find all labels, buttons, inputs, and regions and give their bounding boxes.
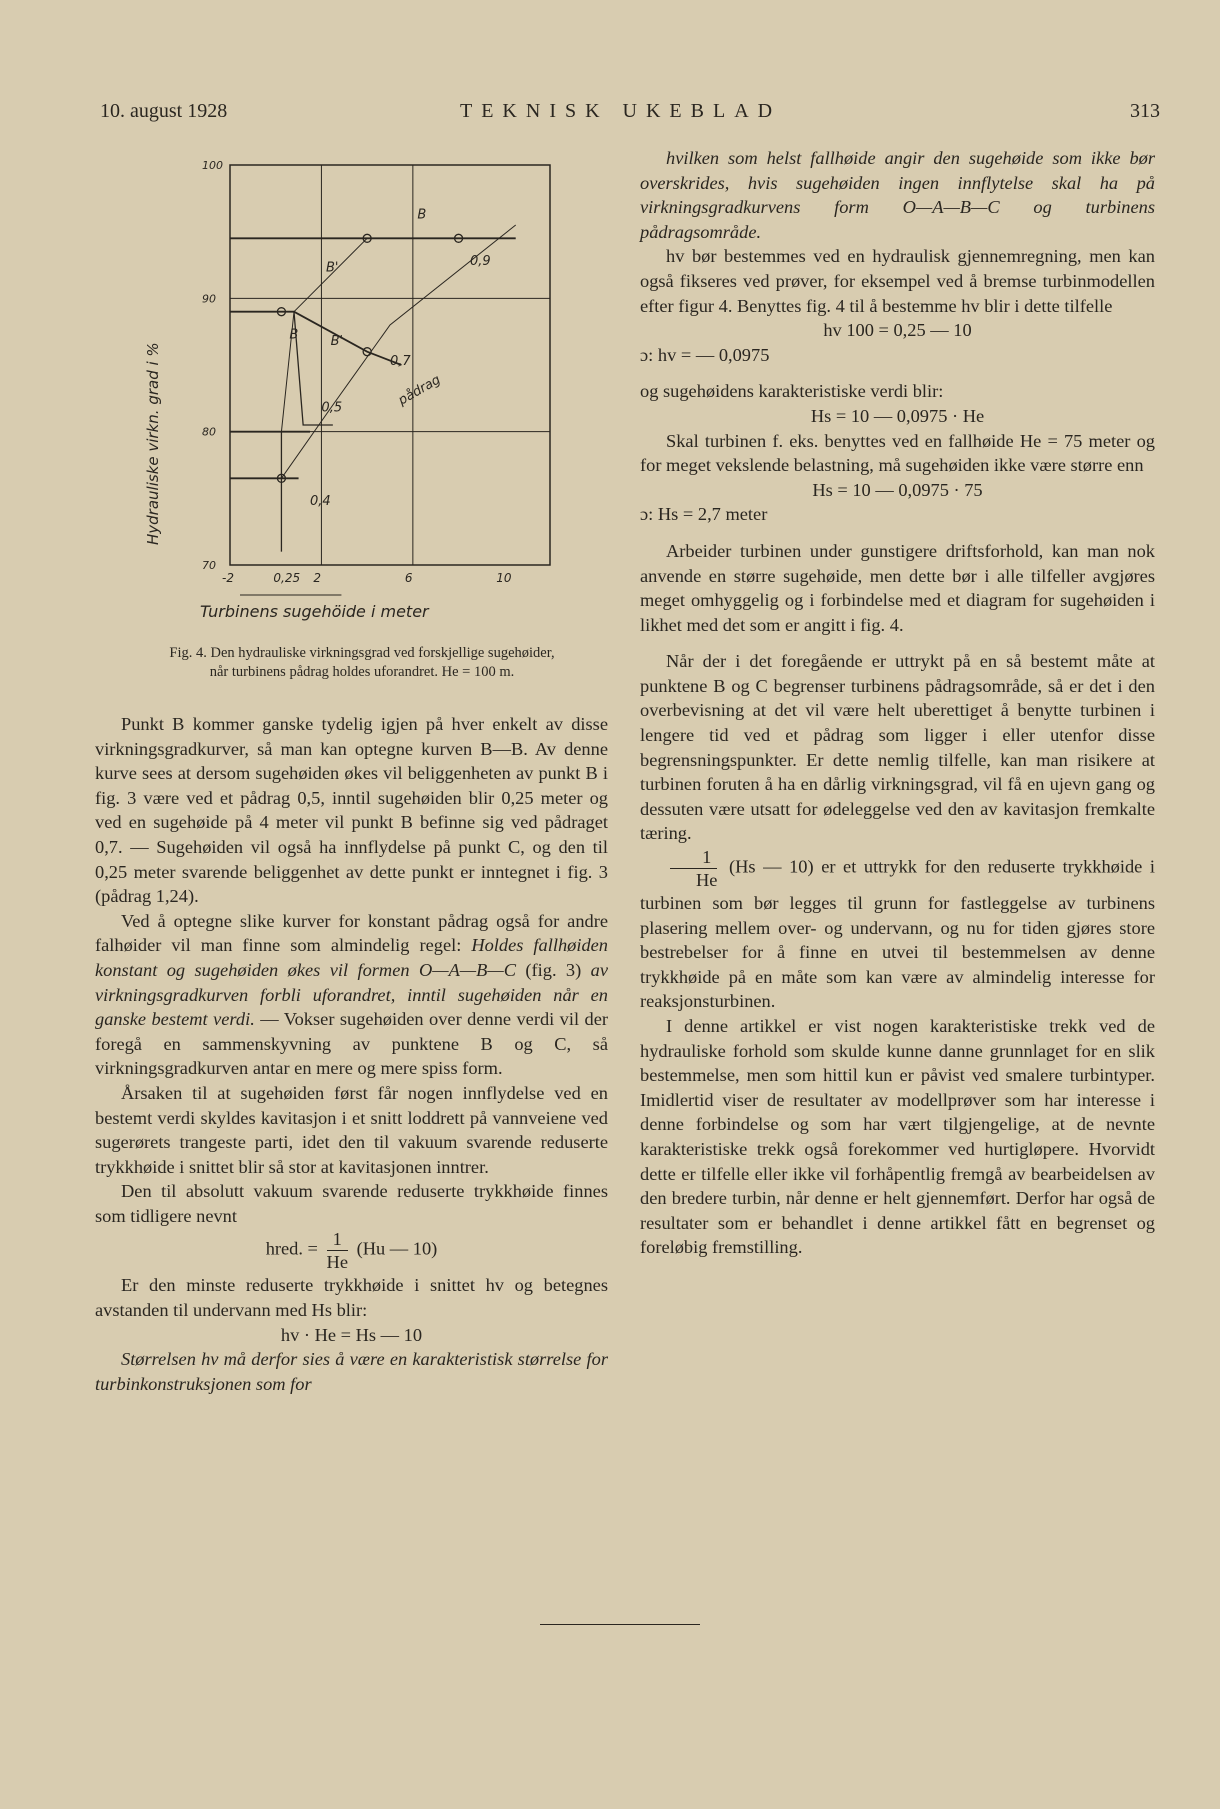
chart-labels [144,159,512,621]
figure-caption [112,644,612,682]
right-paragraph-5: Arbeider turbinen under gunstigere driftsforhold, kan man nok anvende en større sugehøide, men dette bør i alle tilfeller avgjøres meget omhyggelig og i forbindelse med et diagram for sugehøiden i likhet med det som er angitt i fig. 4. [640,540,1155,635]
equation-hs-general: Hs = 10 — 0,0975 · He [810,405,985,426]
right-paragraph-4: Skal turbinen f. eks. benyttes ved en fallhøide He = 75 meter og for meget vekslende belastning, må sugehøiden ikke være større enn [640,430,1155,476]
header-journal: TEKNISK UKEBLAD [460,100,782,122]
page-header [100,100,1160,130]
equation-h-red: hred. = $\frac{1}{He}$ (Hu — 10) [265,1229,438,1273]
x-tick-label: 6 [404,571,413,585]
point-label: B [289,327,299,343]
caption-line-2: når turbinens pådrag holdes uforandret. He = 100 m. [209,664,515,680]
left-paragraph-3: Årsaken til at sugehøiden først får nogen innflydelse ved en bestemt verdi skyldes kavitasjon i et snitt loddrett på vannveiene ved sugerørets trangeste parti, idet den til vakuum svarende reduserte trykkhøide i snittet blir så stor at kavitasjonen inntrer. [95,1082,608,1177]
y-tick-label: 90 [202,292,216,306]
left-paragraph-5: Er den minste reduserte trykkhøide i snittet hv og betegnes avstanden til undervann med Hs blir: [95,1275,608,1321]
chart-svg [130,150,610,630]
x-axis-label: Turbinens sugehöide i meter [200,602,429,621]
header-page-number: 313 [1130,100,1160,122]
y-tick-label: 80 [202,425,216,439]
right-paragraph-6: Når der i det foregående er uttrykt på en så bestemt måte at punktene B og C begrenser turbinens pådragsområde, så er det i den overbevisning at det vil være helt uberettiget å benytte turbinen i lengere tid ved et pådrag som ligger i eller utenfor disse begrensningspunkter. Er dette nemlig tilfelle, kan man risikere at turbinen foruten å ha en dårlig virkningsgrad, vil få en ujevn gang og dessuten være utsatt for ødeleggelse ved den av kavitasjon fremkalte tæring. [640,651,1155,844]
equation-hv-he: hv · He = Hs — 10 [280,1324,423,1345]
right-paragraph-2: hv bør bestemmes ved en hydraulisk gjennemregning, men kan også fikseres ved prøver, for eksempel ved å bremse turbinmodellen efter figur 4. Benyttes fig. 4 til å bestemme hv blir i dette tilfelle [640,246,1155,316]
caption-line-1: Fig. 4. Den hydrauliske virkningsgrad ved forskjellige sugehøider, [169,645,555,661]
point-label: B [417,207,427,223]
y-tick-label: 100 [202,159,223,172]
left-paragraph-6: Størrelsen hv må derfor sies å være en karakteristisk størrelse for turbinkonstruksjonen som for [95,1349,608,1394]
left-column [95,712,608,1396]
point-label: B' [330,334,344,349]
equation-hs-75: Hs = 10 — 0,0975 · 75 [812,479,983,500]
x-tick-label: 0,25 [273,571,301,585]
right-paragraph-3: og sugehøidens karakteristiske verdi blir: [640,381,944,402]
right-paragraph-1: hvilken som helst fallhøide angir den sugehøide som ikke bør overskrides, hvis sugehøiden ingen innflytelse skal ha på virkningsgradkurvens form O—A—B—C og turbinens pådragsområde. [640,148,1155,242]
curve-b-b [281,238,458,431]
x-tick-label: 2 [313,571,322,585]
equation-hv-100: hv 100 = 0,25 — 10 [823,320,972,341]
header-date: 10. august 1928 [100,100,228,122]
right-paragraph-8: I denne artikkel er vist nogen karakteristiske trekk ved de hydrauliske forhold som skulde kunne danne grunnlaget for en slik bestemmelse, men som hittil kun er påvist ved smalere turbintyper. Imidlertid viser de resultater av modellprøver som har interesse i denne forbindelse og som har vært tilgjengelige, at de nevnte karakteristiske trekk også forekommer ved hurtigløpere. Hvorvidt dette er tilfelle eller ikke vil forhåpentlig fremgå av bearbeidelsen av den bredere turbin, når denne er helt gjennemført. Derfor har også de resultater som er behandlet i denne artikkel fått en begrenset og foreløbig fremstilling. [640,1016,1155,1258]
curve-label: pådrag [395,372,444,409]
curve-label: 0,5 [321,400,343,416]
y-tick-label: 70 [202,559,216,572]
series-line [230,312,401,365]
x-tick-label: -2 [222,571,234,585]
chart-series [230,225,516,552]
right-column [640,146,1155,1260]
left-paragraph-4: Den til absolutt vakuum svarende reduserte trykkhøide finnes som tidligere nevnt [95,1181,608,1226]
end-rule [540,1624,700,1625]
curve-label: 0,9 [470,254,491,269]
y-axis-label: Hydrauliske virkn. grad i % [144,342,162,545]
figure-4 [130,150,610,630]
left-paragraph-1: Punkt B kommer ganske tydelig igjen på hver enkelt av disse virkningsgradkurver, så man kan optegne kurven B—B. Av denne kurve sees at dersom sugehøiden økes vil beliggenheten av punkt B i fig. 3 være ved et pådrag 0,5, inntil sugehøiden blir 0,25 meter og ved en sugehøide på 4 meter vil punkt B befinne sig ved pådraget 0,7. — Sugehøiden vil også ha innflydelse på punkt C, og den til 0,25 meter svarende beliggenhet av dette punkt er inntegnet i fig. 3 (pådrag 1,24). [95,714,608,907]
curve-label: 0,4 [310,494,331,509]
x-tick-label: 10 [496,571,512,585]
left-paragraph-2: Ved å optegne slike kurver for konstant pådrag også for andre falhøider vil man finne som almindelig regel: Holdes fallhøiden konstant og sugehøiden økes vil formen O—A—B—C (fig. 3) av virkningsgradkurven forbli uforandret, inntil sugehøiden når en ganske bestemt verdi. — Vokser sugehøiden over denne verdi vil der foregå en sammenskyvning av punktene B og C, så virkningsgradkurven antar en mere og mere spiss form. [95,910,608,1079]
equation-hs-result: ɔ: Hs = 2,7 meter [640,504,768,525]
right-paragraph-7: $\frac{1}{He}$ (Hs — 10) er et uttrykk for den reduserte trykkhøide i turbinen som bør legges til grunn for fastleggelse av turbinens plasering mellem over- og undervann, og nu for tiden gjøres store bestrebelser for å finne en utvei til bestemmelsen av denne trykkhøide på en måte som kan være av almindelig interesse for reaksjonsturbinen. [640,847,1155,1012]
equation-hv-value: ɔ: hv = — 0,0975 [640,344,770,365]
point-label: B' [326,260,339,276]
curve-label: 0,7 [390,354,411,369]
